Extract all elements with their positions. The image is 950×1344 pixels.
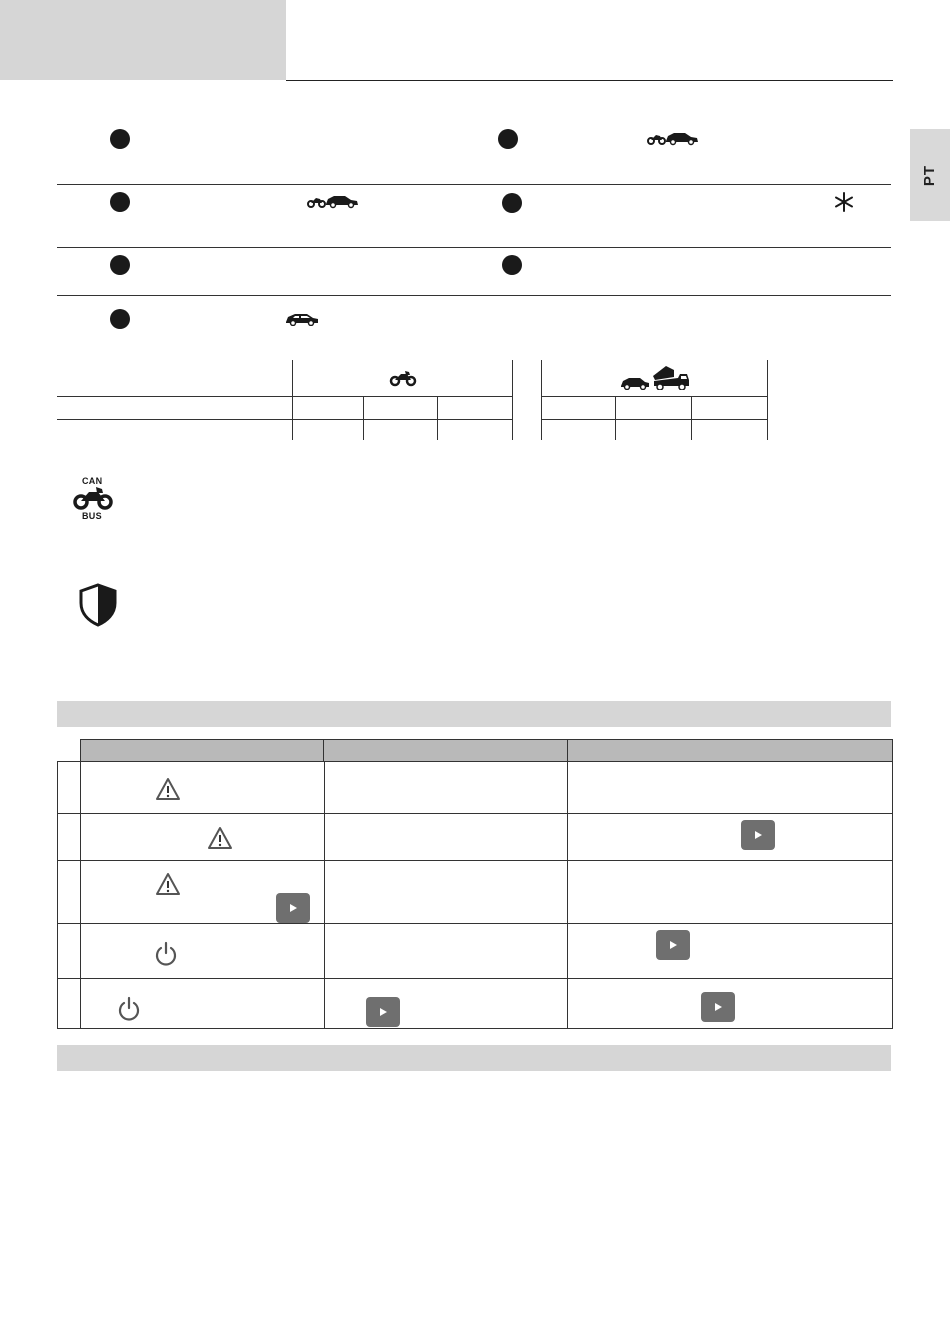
table-row-rule [541, 419, 768, 420]
bullet-dot [110, 309, 130, 329]
can-bus-motorcycle-icon [71, 485, 115, 511]
table-header-cell [80, 739, 324, 762]
motorcycle-car-icon [307, 193, 359, 209]
divider [57, 184, 891, 185]
play-key-icon [701, 992, 735, 1022]
table-row-rule [57, 978, 893, 979]
play-key-icon [741, 820, 775, 850]
bus-label: BUS [82, 511, 102, 521]
table-vline [767, 360, 768, 440]
power-icon [117, 996, 141, 1022]
play-key-icon [656, 930, 690, 960]
warning-icon [155, 872, 181, 896]
bullet-dot [498, 129, 518, 149]
power-icon [154, 941, 178, 967]
warning-icon [155, 777, 181, 801]
section-bar [57, 701, 891, 727]
table-vline [80, 761, 81, 1029]
car-icon [285, 312, 319, 326]
play-key-icon [366, 997, 400, 1027]
table-vline [512, 360, 513, 440]
language-tab[interactable] [910, 129, 950, 221]
can-label: CAN [82, 476, 103, 486]
snowflake-icon [834, 192, 854, 212]
table-header-cell [323, 739, 568, 762]
bullet-dot [502, 255, 522, 275]
bullet-dot [110, 255, 130, 275]
header-block [0, 0, 286, 80]
table-row-rule [57, 419, 513, 420]
table-header-cell [567, 739, 893, 762]
motorcycle-car-icon [647, 130, 699, 146]
play-key-icon [276, 893, 310, 923]
status-table [57, 761, 893, 1029]
bullet-dot [110, 129, 130, 149]
motorcycle-icon [389, 369, 417, 387]
section-bar [57, 1045, 891, 1071]
table-row-rule [57, 923, 893, 924]
header-rule [286, 80, 893, 81]
warning-icon [207, 826, 233, 850]
table-row-rule [57, 860, 893, 861]
shield-icon [78, 583, 118, 627]
table-row-rule [57, 396, 513, 397]
divider [57, 247, 891, 248]
language-tab-label: PT [921, 164, 939, 186]
divider [57, 295, 891, 296]
table-vline [541, 360, 542, 440]
car-truck-icon [620, 364, 690, 390]
table-vline [292, 360, 293, 440]
can-bus-badge [70, 475, 116, 521]
bullet-dot [110, 192, 130, 212]
table-vline [324, 761, 325, 1029]
table-row-rule [57, 813, 893, 814]
table-vline [567, 761, 568, 1029]
bullet-dot [502, 193, 522, 213]
table-row-rule [541, 396, 768, 397]
